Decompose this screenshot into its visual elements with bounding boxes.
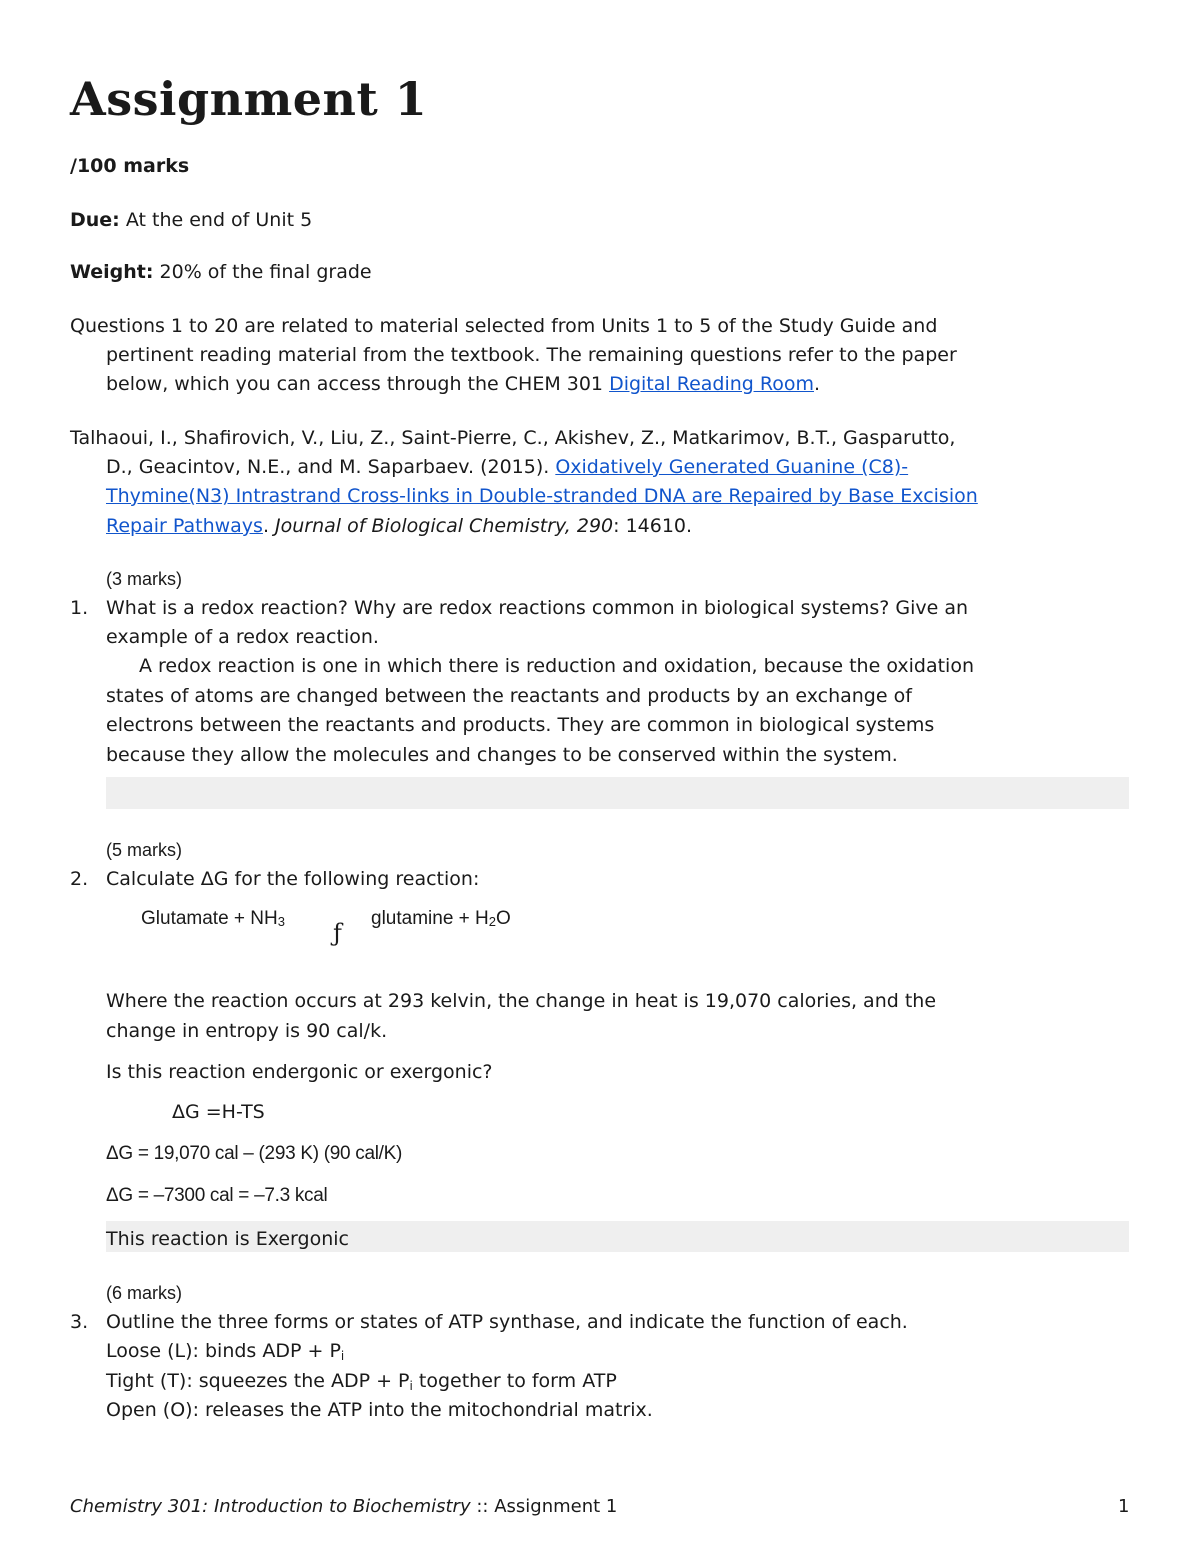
citation-line-1: Talhaoui, I., Shafirovich, V., Liu, Z., Saint-Pierre, C., Akishev, Z., Matkarimov, B.T., Gasparutto, [70,427,956,449]
weight-value: 20% of the final grade [153,261,372,283]
due-label: Due: [70,209,120,231]
q2-question-line-1: Calculate ΔG for the following reaction: [106,868,480,890]
calculation-line-2: ΔG = –7300 cal = –7.3 kcal [106,1185,328,1206]
q1-question-line-2: example of a redox reaction. [106,626,379,648]
product-end: O [496,908,511,929]
calculation-line-1: ΔG = 19,070 cal – (293 K) (90 cal/K) [106,1143,403,1164]
page-title: Assignment 1 [70,72,428,126]
reaction-products [371,904,511,937]
product-text: glutamine + H [371,908,489,929]
intro-line-3 [106,369,820,399]
q2-answer: This reaction is Exergonic [106,1228,349,1250]
paper-link-part-2[interactable]: Thymine(N3) Intrastrand Cross-links in Double-stranded DNA are Repaired by Base Excision [106,485,978,507]
footer-assignment: :: Assignment 1 [470,1496,618,1517]
loose-text: Loose (L): binds ADP + P [106,1340,341,1362]
page-number: 1 [1118,1496,1130,1517]
q3-open-state: Open (O): releases the ATP into the mitochondrial matrix. [106,1399,653,1421]
q2-conditions-line-1: Where the reaction occurs at 293 kelvin, the change in heat is 19,070 calories, and the [106,990,937,1012]
q1-number: 1. [70,597,89,619]
journal-name: Journal of Biological Chemistry, 290 [275,515,614,537]
citation-authors: D., Geacintov, N.E., and M. Saparbaev. (2015). [106,456,556,478]
intro-line-1: Questions 1 to 20 are related to material selected from Units 1 to 5 of the Study Guide and [70,315,938,337]
q1-marks: (3 marks) [106,569,182,589]
paper-link-part-3[interactable]: Repair Pathways [106,515,263,537]
weight-line [70,257,372,287]
q2-question-line-2: Is this reaction endergonic or exergonic? [106,1061,493,1083]
q2-number: 2. [70,868,89,890]
footer-course: Chemistry 301: Introduction to Biochemistry [70,1496,471,1517]
q1-answer-line-4: because they allow the molecules and changes to be conserved within the system. [106,744,898,766]
q3-marks: (6 marks) [106,1283,182,1303]
reactant-text: Glutamate + NH [141,908,278,929]
citation-line-4 [106,511,692,541]
citation-sep: . [262,515,276,537]
reaction-arrow-icon: ƒ [333,919,342,947]
tight-subscript: i [409,1379,413,1393]
due-value: At the end of Unit 5 [119,209,313,231]
q2-conditions-line-2: change in entropy is 90 cal/k. [106,1020,388,1042]
citation-line-3 [106,481,978,511]
q2-marks: (5 marks) [106,840,182,860]
reactant-subscript: 3 [277,914,285,929]
paper-link-part-1[interactable]: Oxidatively Generated Guanine (C8)- [555,456,909,478]
loose-subscript: i [340,1349,345,1363]
weight-label: Weight: [70,261,154,283]
page-footer [70,1494,617,1520]
citation-pages: : 14610. [613,515,693,537]
tight-text-end: together to form ATP [412,1370,617,1392]
intro-period: . [814,373,821,395]
total-marks: /100 marks [70,155,190,177]
product-subscript: 2 [488,914,496,929]
q1-answer-line-1: A redox reaction is one in which there is reduction and oxidation, because the oxidation [139,655,974,677]
gibbs-formula: ΔG =H-TS [172,1101,265,1123]
tight-text: Tight (T): squeezes the ADP + P [106,1370,410,1392]
q3-question-line-1: Outline the three forms or states of ATP synthase, and indicate the function of each. [106,1311,908,1333]
q1-answer-line-3: electrons between the reactants and products. They are common in biological systems [106,714,935,736]
intro-text: below, which you can access through the CHEM 301 [106,373,610,395]
digital-reading-room-link[interactable]: Digital Reading Room [609,373,814,395]
q1-question-line-1: What is a redox reaction? Why are redox reactions common in biological systems? Give an [106,597,969,619]
q1-answer-line-2: states of atoms are changed between the reactants and products by an exchange of [106,685,912,707]
q1-answer-box[interactable] [106,777,1129,809]
citation-line-2 [106,452,908,482]
reaction-reactants [141,904,285,937]
due-line [70,205,312,235]
intro-line-2: pertinent reading material from the textbook. The remaining questions refer to the paper [106,344,957,366]
q3-number: 3. [70,1311,89,1333]
